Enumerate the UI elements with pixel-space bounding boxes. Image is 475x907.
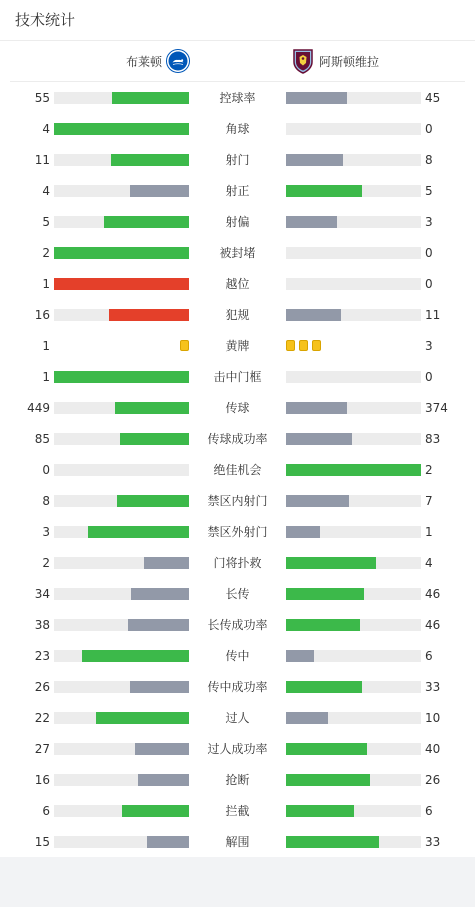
- home-stat-bar-fill: [130, 681, 189, 693]
- away-stat-bar: [286, 247, 421, 259]
- away-stat-value: 0: [425, 370, 433, 384]
- home-stat-value: 16: [34, 773, 50, 787]
- stat-label: 传中: [225, 649, 250, 663]
- home-stat-value: 8: [42, 494, 50, 508]
- home-stat-bar: [54, 836, 189, 848]
- brighton-crest-icon: [166, 49, 190, 73]
- home-stat-bar: [54, 712, 189, 724]
- away-stat-bar: [286, 681, 421, 693]
- away-stat-bar: [286, 278, 421, 290]
- away-stat-value: 3: [425, 339, 433, 353]
- stat-row: [0, 175, 475, 206]
- home-stat-value: 4: [42, 122, 50, 136]
- home-stat-value: 26: [34, 680, 50, 694]
- stat-label: 射门: [225, 153, 250, 167]
- stat-label: 被封堵: [219, 246, 256, 260]
- home-stat-bar-fill: [147, 836, 189, 848]
- stat-label: 传中成功率: [207, 680, 268, 694]
- stat-label: 传球: [225, 401, 250, 415]
- away-stat-value: 26: [425, 773, 441, 787]
- away-stat-value: 8: [425, 153, 433, 167]
- stat-label: 传球成功率: [207, 432, 268, 446]
- away-stat-value: 0: [425, 246, 433, 260]
- away-stat-value: 6: [425, 804, 433, 818]
- home-stat-bar: [54, 154, 189, 166]
- home-stat-value: 1: [42, 370, 50, 384]
- stat-label: 拦截: [225, 804, 250, 818]
- home-stat-bar: [54, 123, 189, 135]
- away-stat-bar: [286, 495, 421, 507]
- stat-label: 绝佳机会: [213, 463, 262, 477]
- away-stat-bar-fill: [286, 774, 370, 786]
- home-stat-value: 27: [34, 742, 50, 756]
- away-stat-value: 0: [425, 277, 433, 291]
- home-stat-value: 55: [34, 91, 50, 105]
- home-stat-bar-fill: [144, 557, 189, 569]
- stat-row: [0, 826, 475, 857]
- away-stat-bar: [286, 557, 421, 569]
- home-stat-value: 449: [27, 401, 50, 415]
- stat-row: [0, 485, 475, 516]
- home-stat-value: 22: [34, 711, 50, 725]
- home-stat-bar: [54, 464, 189, 476]
- stat-label: 角球: [225, 122, 250, 136]
- home-stat-value: 2: [42, 556, 50, 570]
- home-stat-bar: [54, 433, 189, 445]
- away-stat-bar: [286, 433, 421, 445]
- stat-row: [0, 671, 475, 702]
- stat-row: [0, 361, 475, 392]
- stat-row: [0, 516, 475, 547]
- home-stat-value: 3: [42, 525, 50, 539]
- stat-label: 长传成功率: [207, 618, 268, 632]
- home-stat-bar: [54, 743, 189, 755]
- away-stat-value: 7: [425, 494, 433, 508]
- away-stat-bar: [286, 185, 421, 197]
- away-stat-value: 45: [425, 91, 441, 105]
- home-stat-bar: [54, 588, 189, 600]
- away-stat-value: 3: [425, 215, 433, 229]
- home-stat-value: 0: [42, 463, 50, 477]
- away-stat-bar-fill: [286, 402, 347, 414]
- away-stat-bar: [286, 650, 421, 662]
- stat-row: [0, 733, 475, 764]
- home-stat-bar: [54, 278, 189, 290]
- home-stat-value: 2: [42, 246, 50, 260]
- stat-row: [0, 237, 475, 268]
- away-stat-bar: [286, 526, 421, 538]
- home-stat-bar: [54, 526, 189, 538]
- home-stat-value: 1: [42, 277, 50, 291]
- away-stat-bar-fill: [286, 464, 421, 476]
- away-stat-bar-fill: [286, 836, 379, 848]
- home-stat-bar-fill: [122, 805, 190, 817]
- home-stat-bar: [54, 309, 189, 321]
- away-stat-bar: [286, 123, 421, 135]
- stat-row: [0, 795, 475, 826]
- home-stat-bar-fill: [117, 495, 189, 507]
- away-stat-value: 5: [425, 184, 433, 198]
- home-stat-bar: [54, 371, 189, 383]
- away-stat-value: 0: [425, 122, 433, 136]
- stat-label: 射正: [225, 184, 250, 198]
- away-stat-value: 11: [425, 308, 441, 322]
- away-stat-value: 2: [425, 463, 433, 477]
- away-stat-bar: [286, 92, 421, 104]
- away-stat-bar: [286, 619, 421, 631]
- stat-label: 控球率: [219, 91, 256, 105]
- away-stat-bar: [286, 309, 421, 321]
- home-stat-value: 4: [42, 184, 50, 198]
- home-stat-bar: [54, 805, 189, 817]
- stat-row: [0, 702, 475, 733]
- home-stat-bar: [54, 216, 189, 228]
- stat-label: 门将扑救: [213, 556, 262, 570]
- stat-row: [0, 206, 475, 237]
- home-stat-bar: [54, 92, 189, 104]
- away-stat-bar: [286, 712, 421, 724]
- stat-row: [0, 547, 475, 578]
- away-stat-bar: [286, 836, 421, 848]
- away-stat-bar: [286, 371, 421, 383]
- home-stat-bar-fill: [128, 619, 189, 631]
- home-stat-bar-fill: [115, 402, 189, 414]
- home-stat-value: 23: [34, 649, 50, 663]
- away-stat-value: 1: [425, 525, 433, 539]
- home-stat-bar-fill: [54, 247, 189, 259]
- home-stat-bar-fill: [109, 309, 189, 321]
- away-stat-bar-fill: [286, 185, 362, 197]
- yellow-card-icon: [180, 340, 189, 351]
- section-title: 技术统计: [15, 11, 76, 29]
- stat-row: [0, 640, 475, 671]
- stat-label: 射偏: [225, 215, 250, 229]
- away-stat-value: 83: [425, 432, 441, 446]
- home-stat-bar: [54, 557, 189, 569]
- home-team[interactable]: [126, 46, 190, 76]
- stat-row: [0, 423, 475, 454]
- stats-list: [0, 81, 475, 857]
- away-stat-value: 40: [425, 742, 441, 756]
- home-stat-value: 5: [42, 215, 50, 229]
- home-stat-bar-fill: [82, 650, 189, 662]
- away-stat-bar-fill: [286, 154, 343, 166]
- away-stat-value: 374: [425, 401, 448, 415]
- away-team-name: 阿斯顿维拉: [319, 54, 380, 69]
- home-stat-bar-fill: [135, 743, 189, 755]
- stat-label: 解围: [225, 835, 250, 849]
- home-stat-value: 16: [34, 308, 50, 322]
- home-stat-bar-fill: [54, 371, 189, 383]
- stat-row: [0, 330, 475, 361]
- home-stat-bar: [54, 619, 189, 631]
- stat-row: [0, 764, 475, 795]
- home-stat-value: 85: [34, 432, 50, 446]
- away-stat-bar: [286, 464, 421, 476]
- home-stat-value: 38: [34, 618, 50, 632]
- yellow-card-icon: [299, 340, 308, 351]
- stat-row: [0, 268, 475, 299]
- away-yellow-cards: [286, 340, 421, 352]
- away-stat-bar-fill: [286, 216, 337, 228]
- away-stat-bar: [286, 402, 421, 414]
- away-stat-bar-fill: [286, 309, 341, 321]
- stat-label: 禁区内射门: [207, 494, 268, 508]
- away-stat-value: 4: [425, 556, 433, 570]
- home-stat-bar-fill: [111, 154, 189, 166]
- away-stat-bar-fill: [286, 619, 360, 631]
- stat-label: 过人: [225, 711, 250, 725]
- away-stat-value: 6: [425, 649, 433, 663]
- stat-label: 越位: [225, 277, 250, 291]
- away-stat-value: 33: [425, 835, 441, 849]
- stat-label: 过人成功率: [207, 742, 268, 756]
- away-stat-value: 46: [425, 587, 441, 601]
- home-stat-bar: [54, 402, 189, 414]
- yellow-card-icon: [312, 340, 321, 351]
- away-stat-bar: [286, 154, 421, 166]
- home-stat-bar: [54, 247, 189, 259]
- home-stat-value: 6: [42, 804, 50, 818]
- away-stat-value: 33: [425, 680, 441, 694]
- home-stat-bar-fill: [131, 588, 189, 600]
- home-stat-bar-fill: [54, 123, 189, 135]
- home-stat-value: 15: [34, 835, 50, 849]
- home-stat-value: 1: [42, 339, 50, 353]
- stat-row: [0, 144, 475, 175]
- stat-label: 禁区外射门: [207, 525, 268, 539]
- home-stat-bar: [54, 650, 189, 662]
- away-stat-bar-fill: [286, 681, 362, 693]
- stat-row: [0, 113, 475, 144]
- away-team[interactable]: [292, 46, 379, 76]
- away-stat-bar-fill: [286, 805, 354, 817]
- away-stat-bar: [286, 588, 421, 600]
- home-stat-value: 11: [34, 153, 50, 167]
- stat-row: [0, 578, 475, 609]
- away-stat-bar: [286, 774, 421, 786]
- away-stat-value: 10: [425, 711, 441, 725]
- home-stat-bar: [54, 495, 189, 507]
- stat-row: [0, 609, 475, 640]
- stat-row: [0, 299, 475, 330]
- stat-row: [0, 392, 475, 423]
- home-stat-bar: [54, 774, 189, 786]
- home-stat-bar: [54, 681, 189, 693]
- home-stat-bar: [54, 185, 189, 197]
- home-stat-bar-fill: [54, 278, 189, 290]
- away-stat-bar-fill: [286, 588, 364, 600]
- stat-label: 黄牌: [225, 339, 250, 353]
- away-stat-bar-fill: [286, 92, 347, 104]
- away-stat-bar-fill: [286, 712, 328, 724]
- away-stat-bar-fill: [286, 433, 352, 445]
- home-stat-bar-fill: [138, 774, 189, 786]
- stat-label: 击中门框: [213, 370, 262, 384]
- away-stat-bar-fill: [286, 557, 376, 569]
- home-team-name: 布莱顿: [125, 54, 162, 69]
- home-stat-bar-fill: [130, 185, 189, 197]
- away-stat-bar-fill: [286, 650, 314, 662]
- stat-row: [0, 454, 475, 485]
- aston-villa-crest-icon: [292, 48, 314, 74]
- away-stat-bar: [286, 216, 421, 228]
- home-stat-bar-fill: [104, 216, 189, 228]
- home-stat-bar-fill: [88, 526, 189, 538]
- away-stat-bar-fill: [286, 495, 349, 507]
- stat-label: 犯规: [225, 308, 250, 322]
- yellow-card-icon: [286, 340, 295, 351]
- divider: [0, 40, 475, 41]
- home-stat-bar-fill: [112, 92, 189, 104]
- away-stat-value: 46: [425, 618, 441, 632]
- away-stat-bar-fill: [286, 743, 367, 755]
- stat-row: [0, 82, 475, 113]
- home-stat-bar-fill: [120, 433, 189, 445]
- home-stat-bar-fill: [96, 712, 189, 724]
- teams-header: [0, 46, 475, 76]
- away-stat-bar: [286, 805, 421, 817]
- stat-label: 抢断: [225, 773, 250, 787]
- away-stat-bar: [286, 743, 421, 755]
- away-stat-bar-fill: [286, 526, 320, 538]
- home-yellow-cards: [54, 340, 189, 352]
- stat-label: 长传: [225, 587, 250, 601]
- home-stat-value: 34: [34, 587, 50, 601]
